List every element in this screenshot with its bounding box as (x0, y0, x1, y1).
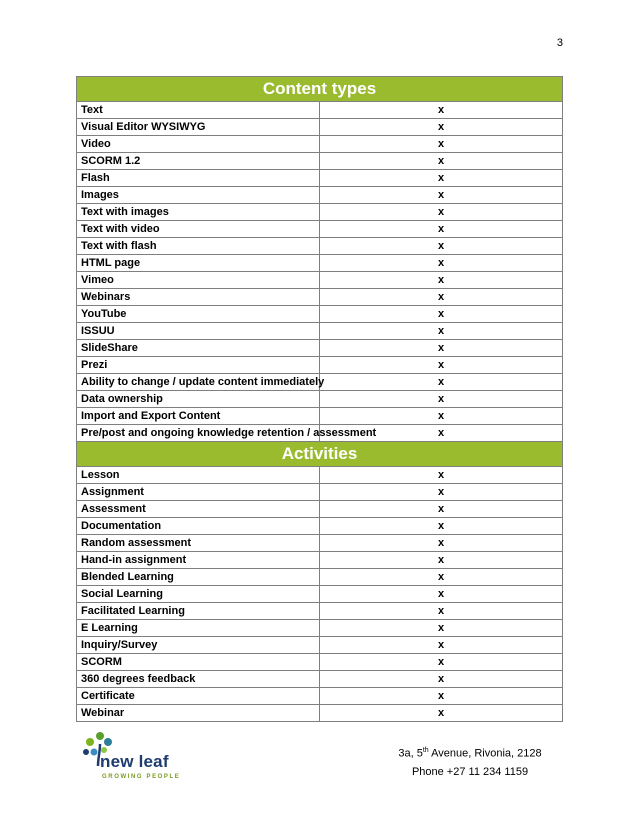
feature-label: Vimeo (77, 272, 320, 289)
feature-label: Flash (77, 170, 320, 187)
feature-mark: x (320, 204, 563, 221)
feature-mark: x (320, 306, 563, 323)
feature-label: Text with images (77, 204, 320, 221)
table-row (77, 272, 563, 289)
feature-mark: x (320, 705, 563, 722)
phone-line: Phone +27 11 234 1159 (411, 765, 529, 778)
table-row (77, 671, 563, 688)
feature-label: Inquiry/Survey (77, 637, 320, 654)
feature-label: Pre/post and ongoing knowledge retention / assessment (77, 425, 320, 442)
table-row (77, 586, 563, 603)
feature-label: ISSUU (77, 323, 320, 340)
feature-label: Data ownership (77, 391, 320, 408)
feature-mark: x (320, 238, 563, 255)
feature-mark: x (320, 340, 563, 357)
table-row (77, 119, 563, 136)
logo-wordmark: new leaf (100, 752, 169, 771)
feature-label: Documentation (77, 518, 320, 535)
feature-mark: x (320, 518, 563, 535)
section-title: Content types (77, 77, 563, 102)
feature-mark: x (320, 552, 563, 569)
company-logo (78, 730, 184, 786)
footer-address (395, 742, 545, 781)
feature-mark: x (320, 637, 563, 654)
feature-label: Facilitated Learning (77, 603, 320, 620)
table-row (77, 187, 563, 204)
feature-label: Hand-in assignment (77, 552, 320, 569)
feature-mark: x (320, 102, 563, 119)
feature-label: Webinars (77, 289, 320, 306)
feature-mark: x (320, 671, 563, 688)
feature-mark: x (320, 501, 563, 518)
feature-label: Assessment (77, 501, 320, 518)
table-row (77, 255, 563, 272)
feature-mark: x (320, 391, 563, 408)
feature-label: Social Learning (77, 586, 320, 603)
table-row (77, 374, 563, 391)
feature-mark: x (320, 323, 563, 340)
feature-label: Prezi (77, 357, 320, 374)
feature-label: Random assessment (77, 535, 320, 552)
table-row (77, 467, 563, 484)
feature-mark: x (320, 425, 563, 442)
table-row (77, 425, 563, 442)
table-row (77, 306, 563, 323)
feature-mark: x (320, 153, 563, 170)
feature-label: Video (77, 136, 320, 153)
feature-label: Webinar (77, 705, 320, 722)
section-header (77, 442, 563, 467)
table-row (77, 535, 563, 552)
table-row (77, 552, 563, 569)
table-row (77, 323, 563, 340)
feature-label: Visual Editor WYSIWYG (77, 119, 320, 136)
feature-label: Text with video (77, 221, 320, 238)
section-title: Activities (77, 442, 563, 467)
feature-label: YouTube (77, 306, 320, 323)
feature-mark: x (320, 289, 563, 306)
feature-mark: x (320, 357, 563, 374)
table-row (77, 408, 563, 425)
feature-label: SCORM 1.2 (77, 153, 320, 170)
feature-mark: x (320, 170, 563, 187)
table-row (77, 518, 563, 535)
feature-mark: x (320, 535, 563, 552)
table-row (77, 340, 563, 357)
feature-mark: x (320, 374, 563, 391)
feature-label: Images (77, 187, 320, 204)
feature-mark: x (320, 187, 563, 204)
feature-mark: x (320, 620, 563, 637)
feature-label: Text with flash (77, 238, 320, 255)
table-row (77, 603, 563, 620)
feature-mark: x (320, 467, 563, 484)
table-row (77, 688, 563, 705)
feature-label: Lesson (77, 467, 320, 484)
feature-label: HTML page (77, 255, 320, 272)
feature-table (76, 76, 563, 722)
table-row (77, 357, 563, 374)
feature-label: Import and Export Content (77, 408, 320, 425)
table-row (77, 136, 563, 153)
feature-label: E Learning (77, 620, 320, 637)
feature-label: 360 degrees feedback (77, 671, 320, 688)
page-number: 3 (556, 37, 563, 49)
feature-label: Blended Learning (77, 569, 320, 586)
table-row (77, 620, 563, 637)
table-row (77, 170, 563, 187)
table-row (77, 153, 563, 170)
feature-mark: x (320, 119, 563, 136)
table-row (77, 501, 563, 518)
table-row (77, 238, 563, 255)
feature-mark: x (320, 272, 563, 289)
feature-mark: x (320, 586, 563, 603)
feature-mark: x (320, 255, 563, 272)
table-row (77, 221, 563, 238)
feature-mark: x (320, 408, 563, 425)
table-row (77, 204, 563, 221)
feature-label: Text (77, 102, 320, 119)
feature-label: Ability to change / update content immediately (77, 374, 320, 391)
logo-tagline: GROWING PEOPLE (102, 774, 181, 780)
address-line: 3a, 5th Avenue, Rivonia, 2128 (398, 747, 542, 760)
feature-label: SCORM (77, 654, 320, 671)
feature-mark: x (320, 569, 563, 586)
feature-mark: x (320, 654, 563, 671)
feature-label: Certificate (77, 688, 320, 705)
feature-mark: x (320, 484, 563, 501)
feature-mark: x (320, 221, 563, 238)
table-row (77, 637, 563, 654)
table-row (77, 484, 563, 501)
table-row (77, 391, 563, 408)
table-row (77, 705, 563, 722)
table-row (77, 569, 563, 586)
table-row (77, 102, 563, 119)
feature-label: SlideShare (77, 340, 320, 357)
feature-label: Assignment (77, 484, 320, 501)
table-row (77, 654, 563, 671)
table-row (77, 289, 563, 306)
feature-mark: x (320, 688, 563, 705)
feature-mark: x (320, 603, 563, 620)
section-header (77, 77, 563, 102)
feature-mark: x (320, 136, 563, 153)
